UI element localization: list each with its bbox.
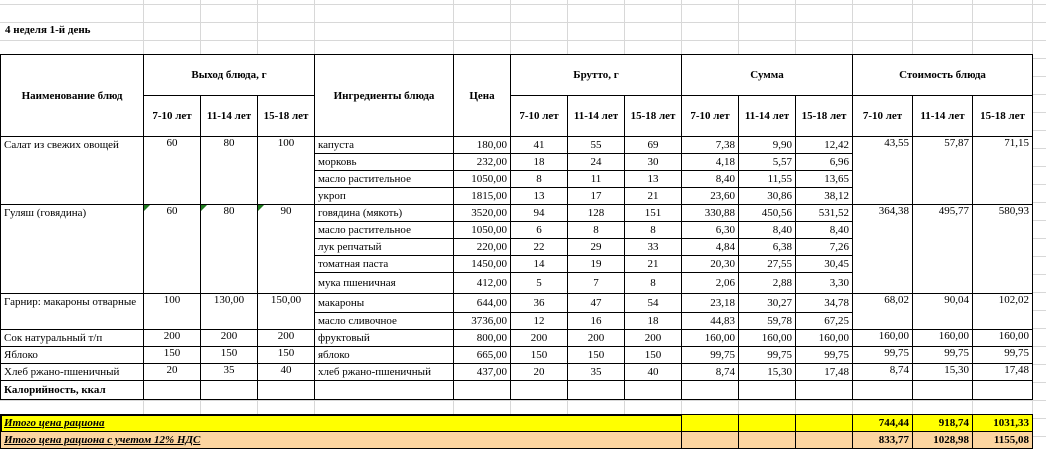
ingredient-sum[interactable]: 8,40 bbox=[682, 171, 739, 188]
ingredient-gross[interactable]: 18 bbox=[625, 313, 682, 330]
ingredient-sum[interactable]: 4,84 bbox=[682, 239, 739, 256]
ingredient-sum[interactable]: 160,00 bbox=[739, 330, 796, 347]
dish-output[interactable]: 150,00 bbox=[258, 294, 315, 330]
dish-cost[interactable]: 99,75 bbox=[913, 347, 973, 364]
ingredient-gross[interactable]: 21 bbox=[625, 256, 682, 273]
dish-output[interactable]: 150 bbox=[144, 347, 201, 364]
dish-output[interactable]: 150 bbox=[201, 347, 258, 364]
ingredient-sum[interactable]: 450,56 bbox=[739, 205, 796, 222]
dish-cost[interactable]: 43,55 bbox=[853, 137, 913, 205]
ingredient-gross[interactable]: 5 bbox=[511, 273, 568, 294]
ingredient-gross[interactable]: 128 bbox=[568, 205, 625, 222]
ingredient-sum[interactable]: 13,65 bbox=[796, 171, 853, 188]
dish-output[interactable]: 200 bbox=[144, 330, 201, 347]
header-age[interactable]: 11-14 лет bbox=[739, 96, 796, 137]
dish-cost[interactable]: 17,48 bbox=[973, 364, 1033, 381]
header-age[interactable]: 11-14 лет bbox=[913, 96, 973, 137]
ingredient-price[interactable]: 1815,00 bbox=[454, 188, 511, 205]
dish-name[interactable]: Хлеб ржано-пшеничный bbox=[1, 364, 144, 381]
ingredient-name[interactable]: говядина (мякоть) bbox=[315, 205, 454, 222]
header-age[interactable]: 15-18 лет bbox=[973, 96, 1033, 137]
dish-cost[interactable]: 160,00 bbox=[853, 330, 913, 347]
empty-cell[interactable] bbox=[315, 381, 454, 400]
ingredient-price[interactable]: 665,00 bbox=[454, 347, 511, 364]
ingredient-name[interactable]: лук репчатый bbox=[315, 239, 454, 256]
ingredient-price[interactable]: 3736,00 bbox=[454, 313, 511, 330]
ingredient-gross[interactable]: 150 bbox=[625, 347, 682, 364]
dish-cost[interactable]: 580,93 bbox=[973, 205, 1033, 294]
ingredient-gross[interactable]: 22 bbox=[511, 239, 568, 256]
ingredient-sum[interactable]: 9,90 bbox=[739, 137, 796, 154]
ingredient-sum[interactable]: 67,25 bbox=[796, 313, 853, 330]
ingredient-price[interactable]: 3520,00 bbox=[454, 205, 511, 222]
dish-output[interactable]: 60 bbox=[144, 137, 201, 205]
total-row bbox=[1, 415, 1033, 432]
ingredient-sum[interactable]: 8,74 bbox=[682, 364, 739, 381]
ingredient-name[interactable]: томатная паста bbox=[315, 256, 454, 273]
empty-cell[interactable] bbox=[682, 415, 739, 432]
dish-cost[interactable]: 364,38 bbox=[853, 205, 913, 294]
total-value[interactable]: 1031,33 bbox=[973, 415, 1033, 432]
ingredient-gross[interactable]: 55 bbox=[568, 137, 625, 154]
ingredient-gross[interactable]: 12 bbox=[511, 313, 568, 330]
empty-cell[interactable] bbox=[796, 432, 853, 449]
ingredient-gross[interactable]: 47 bbox=[568, 294, 625, 313]
ingredient-gross[interactable]: 36 bbox=[511, 294, 568, 313]
header-row bbox=[1, 55, 1033, 96]
dish-output[interactable]: 80 bbox=[201, 205, 258, 294]
ingredient-sum[interactable]: 34,78 bbox=[796, 294, 853, 313]
header-age[interactable]: 7-10 лет bbox=[511, 96, 568, 137]
dish-cost[interactable]: 71,15 bbox=[973, 137, 1033, 205]
empty-cell[interactable] bbox=[682, 381, 739, 400]
empty-cell[interactable] bbox=[201, 381, 258, 400]
total-value[interactable]: 918,74 bbox=[913, 415, 973, 432]
ingredient-gross[interactable]: 33 bbox=[625, 239, 682, 256]
menu-table bbox=[0, 54, 1033, 449]
empty-cell[interactable] bbox=[682, 432, 739, 449]
ingredient-name[interactable]: капуста bbox=[315, 137, 454, 154]
empty-cell[interactable] bbox=[913, 381, 973, 400]
ingredient-gross[interactable]: 8 bbox=[511, 171, 568, 188]
ingredient-gross[interactable]: 18 bbox=[511, 154, 568, 171]
total-value[interactable]: 833,77 bbox=[853, 432, 913, 449]
ingredient-gross[interactable]: 35 bbox=[568, 364, 625, 381]
grid-line-h bbox=[0, 22, 1046, 23]
dish-output[interactable]: 200 bbox=[201, 330, 258, 347]
dish-output[interactable]: 100 bbox=[258, 137, 315, 205]
dish-cost[interactable]: 495,77 bbox=[913, 205, 973, 294]
table-row bbox=[1, 294, 1033, 313]
ingredient-sum[interactable]: 6,30 bbox=[682, 222, 739, 239]
ingredient-price[interactable]: 1450,00 bbox=[454, 256, 511, 273]
header-age[interactable]: 15-18 лет bbox=[625, 96, 682, 137]
ingredient-sum[interactable]: 531,52 bbox=[796, 205, 853, 222]
ingredient-gross[interactable]: 13 bbox=[625, 171, 682, 188]
ingredient-sum[interactable]: 330,88 bbox=[682, 205, 739, 222]
ingredient-gross[interactable]: 11 bbox=[568, 171, 625, 188]
ingredient-gross[interactable]: 150 bbox=[568, 347, 625, 364]
dish-name[interactable]: Гарнир: макароны отварные bbox=[1, 294, 144, 330]
ingredient-sum[interactable]: 11,55 bbox=[739, 171, 796, 188]
header-age[interactable]: 7-10 лет bbox=[144, 96, 201, 137]
ingredient-sum[interactable]: 2,88 bbox=[739, 273, 796, 294]
ingredient-sum[interactable]: 23,18 bbox=[682, 294, 739, 313]
ingredient-price[interactable]: 437,00 bbox=[454, 364, 511, 381]
header-row bbox=[1, 96, 1033, 137]
ingredient-sum[interactable]: 3,30 bbox=[796, 273, 853, 294]
empty-cell[interactable] bbox=[739, 381, 796, 400]
ingredient-sum[interactable]: 6,38 bbox=[739, 239, 796, 256]
table-row bbox=[1, 205, 1033, 222]
ingredient-gross[interactable]: 17 bbox=[568, 188, 625, 205]
calories-row bbox=[1, 381, 1033, 400]
ingredient-sum[interactable]: 99,75 bbox=[739, 347, 796, 364]
ingredient-sum[interactable]: 30,86 bbox=[739, 188, 796, 205]
ingredient-sum[interactable]: 27,55 bbox=[739, 256, 796, 273]
header-cost[interactable]: Стоимость блюда bbox=[853, 55, 1033, 96]
dish-output[interactable]: 150 bbox=[258, 347, 315, 364]
ingredient-price[interactable]: 644,00 bbox=[454, 294, 511, 313]
ingredient-sum[interactable]: 4,18 bbox=[682, 154, 739, 171]
ingredient-gross[interactable]: 200 bbox=[511, 330, 568, 347]
ingredient-gross[interactable]: 54 bbox=[625, 294, 682, 313]
empty-cell[interactable] bbox=[144, 381, 201, 400]
ingredient-sum[interactable]: 44,83 bbox=[682, 313, 739, 330]
empty-cell[interactable] bbox=[853, 381, 913, 400]
ingredient-gross[interactable]: 16 bbox=[568, 313, 625, 330]
ingredient-sum[interactable]: 17,48 bbox=[796, 364, 853, 381]
grid-line-h bbox=[0, 40, 1046, 41]
table-row bbox=[1, 330, 1033, 347]
ingredient-name[interactable]: масло растительное bbox=[315, 171, 454, 188]
dish-output[interactable]: 80 bbox=[201, 137, 258, 205]
header-age[interactable]: 11-14 лет bbox=[201, 96, 258, 137]
ingredient-gross[interactable]: 7 bbox=[568, 273, 625, 294]
ingredient-name[interactable]: укроп bbox=[315, 188, 454, 205]
ingredient-sum[interactable]: 99,75 bbox=[682, 347, 739, 364]
ingredient-gross[interactable]: 20 bbox=[511, 364, 568, 381]
dish-cost[interactable]: 102,02 bbox=[973, 294, 1033, 330]
ingredient-sum[interactable]: 6,96 bbox=[796, 154, 853, 171]
ingredient-gross[interactable]: 151 bbox=[625, 205, 682, 222]
ingredient-name[interactable]: макароны bbox=[315, 294, 454, 313]
header-age[interactable]: 15-18 лет bbox=[258, 96, 315, 137]
dish-name[interactable]: Сок натуральный т/п bbox=[1, 330, 144, 347]
ingredient-gross[interactable]: 94 bbox=[511, 205, 568, 222]
total-value[interactable]: 744,44 bbox=[853, 415, 913, 432]
calories-label[interactable]: Калорийность, ккал bbox=[1, 381, 144, 400]
empty-cell[interactable] bbox=[258, 381, 315, 400]
dish-name[interactable]: Яблоко bbox=[1, 347, 144, 364]
ingredient-sum[interactable]: 23,60 bbox=[682, 188, 739, 205]
dish-output[interactable]: 40 bbox=[258, 364, 315, 381]
dish-output[interactable]: 90 bbox=[258, 205, 315, 294]
ingredient-gross[interactable]: 21 bbox=[625, 188, 682, 205]
empty-cell[interactable] bbox=[625, 381, 682, 400]
empty-cell[interactable] bbox=[511, 381, 568, 400]
ingredient-gross[interactable]: 6 bbox=[511, 222, 568, 239]
ingredient-gross[interactable]: 40 bbox=[625, 364, 682, 381]
header-age[interactable]: 7-10 лет bbox=[853, 96, 913, 137]
spacer-row bbox=[1, 400, 1033, 415]
ingredient-gross[interactable]: 24 bbox=[568, 154, 625, 171]
dish-cost[interactable]: 90,04 bbox=[913, 294, 973, 330]
header-age[interactable]: 15-18 лет bbox=[796, 96, 853, 137]
ingredient-name[interactable]: фруктовый bbox=[315, 330, 454, 347]
table-row bbox=[1, 364, 1033, 381]
grid-line-h bbox=[0, 4, 1046, 5]
ingredient-sum[interactable]: 38,12 bbox=[796, 188, 853, 205]
total-row bbox=[1, 432, 1033, 449]
dish-cost[interactable]: 160,00 bbox=[973, 330, 1033, 347]
dish-output[interactable]: 130,00 bbox=[201, 294, 258, 330]
ingredient-sum[interactable]: 160,00 bbox=[682, 330, 739, 347]
ingredient-gross[interactable]: 8 bbox=[625, 222, 682, 239]
ingredient-name[interactable]: яблоко bbox=[315, 347, 454, 364]
empty-cell[interactable] bbox=[454, 381, 511, 400]
ingredient-sum[interactable]: 160,00 bbox=[796, 330, 853, 347]
ingredient-name[interactable]: морковь bbox=[315, 154, 454, 171]
dish-cost[interactable]: 15,30 bbox=[913, 364, 973, 381]
dish-name[interactable]: Гуляш (говядина) bbox=[1, 205, 144, 294]
dish-cost[interactable]: 8,74 bbox=[853, 364, 913, 381]
empty-cell[interactable] bbox=[739, 415, 796, 432]
dish-output[interactable]: 60 bbox=[144, 205, 201, 294]
header-age[interactable]: 11-14 лет bbox=[568, 96, 625, 137]
ingredient-gross[interactable]: 29 bbox=[568, 239, 625, 256]
ingredient-gross[interactable]: 13 bbox=[511, 188, 568, 205]
empty-cell[interactable] bbox=[1, 400, 1033, 415]
dish-output[interactable]: 200 bbox=[258, 330, 315, 347]
ingredient-sum[interactable]: 99,75 bbox=[796, 347, 853, 364]
total-value[interactable]: 1155,08 bbox=[973, 432, 1033, 449]
ingredient-gross[interactable]: 41 bbox=[511, 137, 568, 154]
ingredient-price[interactable]: 180,00 bbox=[454, 137, 511, 154]
ingredient-name[interactable]: масло сливочное bbox=[315, 313, 454, 330]
ingredient-price[interactable]: 1050,00 bbox=[454, 171, 511, 188]
empty-cell[interactable] bbox=[796, 415, 853, 432]
ingredient-gross[interactable]: 8 bbox=[625, 273, 682, 294]
ingredient-gross[interactable]: 30 bbox=[625, 154, 682, 171]
ingredient-gross[interactable]: 69 bbox=[625, 137, 682, 154]
ingredient-price[interactable]: 232,00 bbox=[454, 154, 511, 171]
ingredient-gross[interactable]: 14 bbox=[511, 256, 568, 273]
dish-output[interactable]: 20 bbox=[144, 364, 201, 381]
dish-cost[interactable]: 68,02 bbox=[853, 294, 913, 330]
ingredient-gross[interactable]: 19 bbox=[568, 256, 625, 273]
header-ingredients[interactable]: Ингредиенты блюда bbox=[315, 55, 454, 137]
header-gross[interactable]: Брутто, г bbox=[511, 55, 682, 96]
total-value[interactable]: 1028,98 bbox=[913, 432, 973, 449]
ingredient-gross[interactable]: 8 bbox=[568, 222, 625, 239]
ingredient-sum[interactable]: 12,42 bbox=[796, 137, 853, 154]
ingredient-gross[interactable]: 150 bbox=[511, 347, 568, 364]
dish-output[interactable]: 100 bbox=[144, 294, 201, 330]
table-row bbox=[1, 137, 1033, 154]
table-row bbox=[1, 347, 1033, 364]
header-age[interactable]: 7-10 лет bbox=[682, 96, 739, 137]
ingredient-name[interactable]: мука пшеничная bbox=[315, 273, 454, 294]
ingredient-gross[interactable]: 200 bbox=[625, 330, 682, 347]
empty-cell[interactable] bbox=[973, 381, 1033, 400]
ingredient-sum[interactable]: 30,45 bbox=[796, 256, 853, 273]
dish-cost[interactable]: 99,75 bbox=[973, 347, 1033, 364]
ingredient-sum[interactable]: 30,27 bbox=[739, 294, 796, 313]
ingredient-sum[interactable]: 20,30 bbox=[682, 256, 739, 273]
total-label[interactable]: Итого цена рациона bbox=[1, 415, 682, 432]
ingredient-sum[interactable]: 7,38 bbox=[682, 137, 739, 154]
ingredient-price[interactable]: 1050,00 bbox=[454, 222, 511, 239]
ingredient-sum[interactable]: 15,30 bbox=[739, 364, 796, 381]
empty-cell[interactable] bbox=[568, 381, 625, 400]
ingredient-sum[interactable]: 2,06 bbox=[682, 273, 739, 294]
ingredient-name[interactable]: масло растительное bbox=[315, 222, 454, 239]
dish-name[interactable]: Салат из свежих овощей bbox=[1, 137, 144, 205]
dish-cost[interactable]: 160,00 bbox=[913, 330, 973, 347]
header-price[interactable]: Цена bbox=[454, 55, 511, 137]
header-sum[interactable]: Сумма bbox=[682, 55, 853, 96]
header-output[interactable]: Выход блюда, г bbox=[144, 55, 315, 96]
ingredient-price[interactable]: 800,00 bbox=[454, 330, 511, 347]
ingredient-sum[interactable]: 7,26 bbox=[796, 239, 853, 256]
ingredient-price[interactable]: 412,00 bbox=[454, 273, 511, 294]
ingredient-sum[interactable]: 8,40 bbox=[796, 222, 853, 239]
ingredient-gross[interactable]: 200 bbox=[568, 330, 625, 347]
empty-cell[interactable] bbox=[739, 432, 796, 449]
dish-cost[interactable]: 99,75 bbox=[853, 347, 913, 364]
sheet-title: 4 неделя 1-й день bbox=[5, 24, 91, 36]
ingredient-sum[interactable]: 8,40 bbox=[739, 222, 796, 239]
ingredient-name[interactable]: хлеб ржано-пшеничный bbox=[315, 364, 454, 381]
ingredient-sum[interactable]: 59,78 bbox=[739, 313, 796, 330]
header-dish-name[interactable]: Наименование блюд bbox=[1, 55, 144, 137]
dish-cost[interactable]: 57,87 bbox=[913, 137, 973, 205]
dish-output[interactable]: 35 bbox=[201, 364, 258, 381]
ingredient-sum[interactable]: 5,57 bbox=[739, 154, 796, 171]
total-label[interactable]: Итого цена рациона с учетом 12% НДС bbox=[1, 432, 682, 449]
empty-cell[interactable] bbox=[796, 381, 853, 400]
ingredient-price[interactable]: 220,00 bbox=[454, 239, 511, 256]
